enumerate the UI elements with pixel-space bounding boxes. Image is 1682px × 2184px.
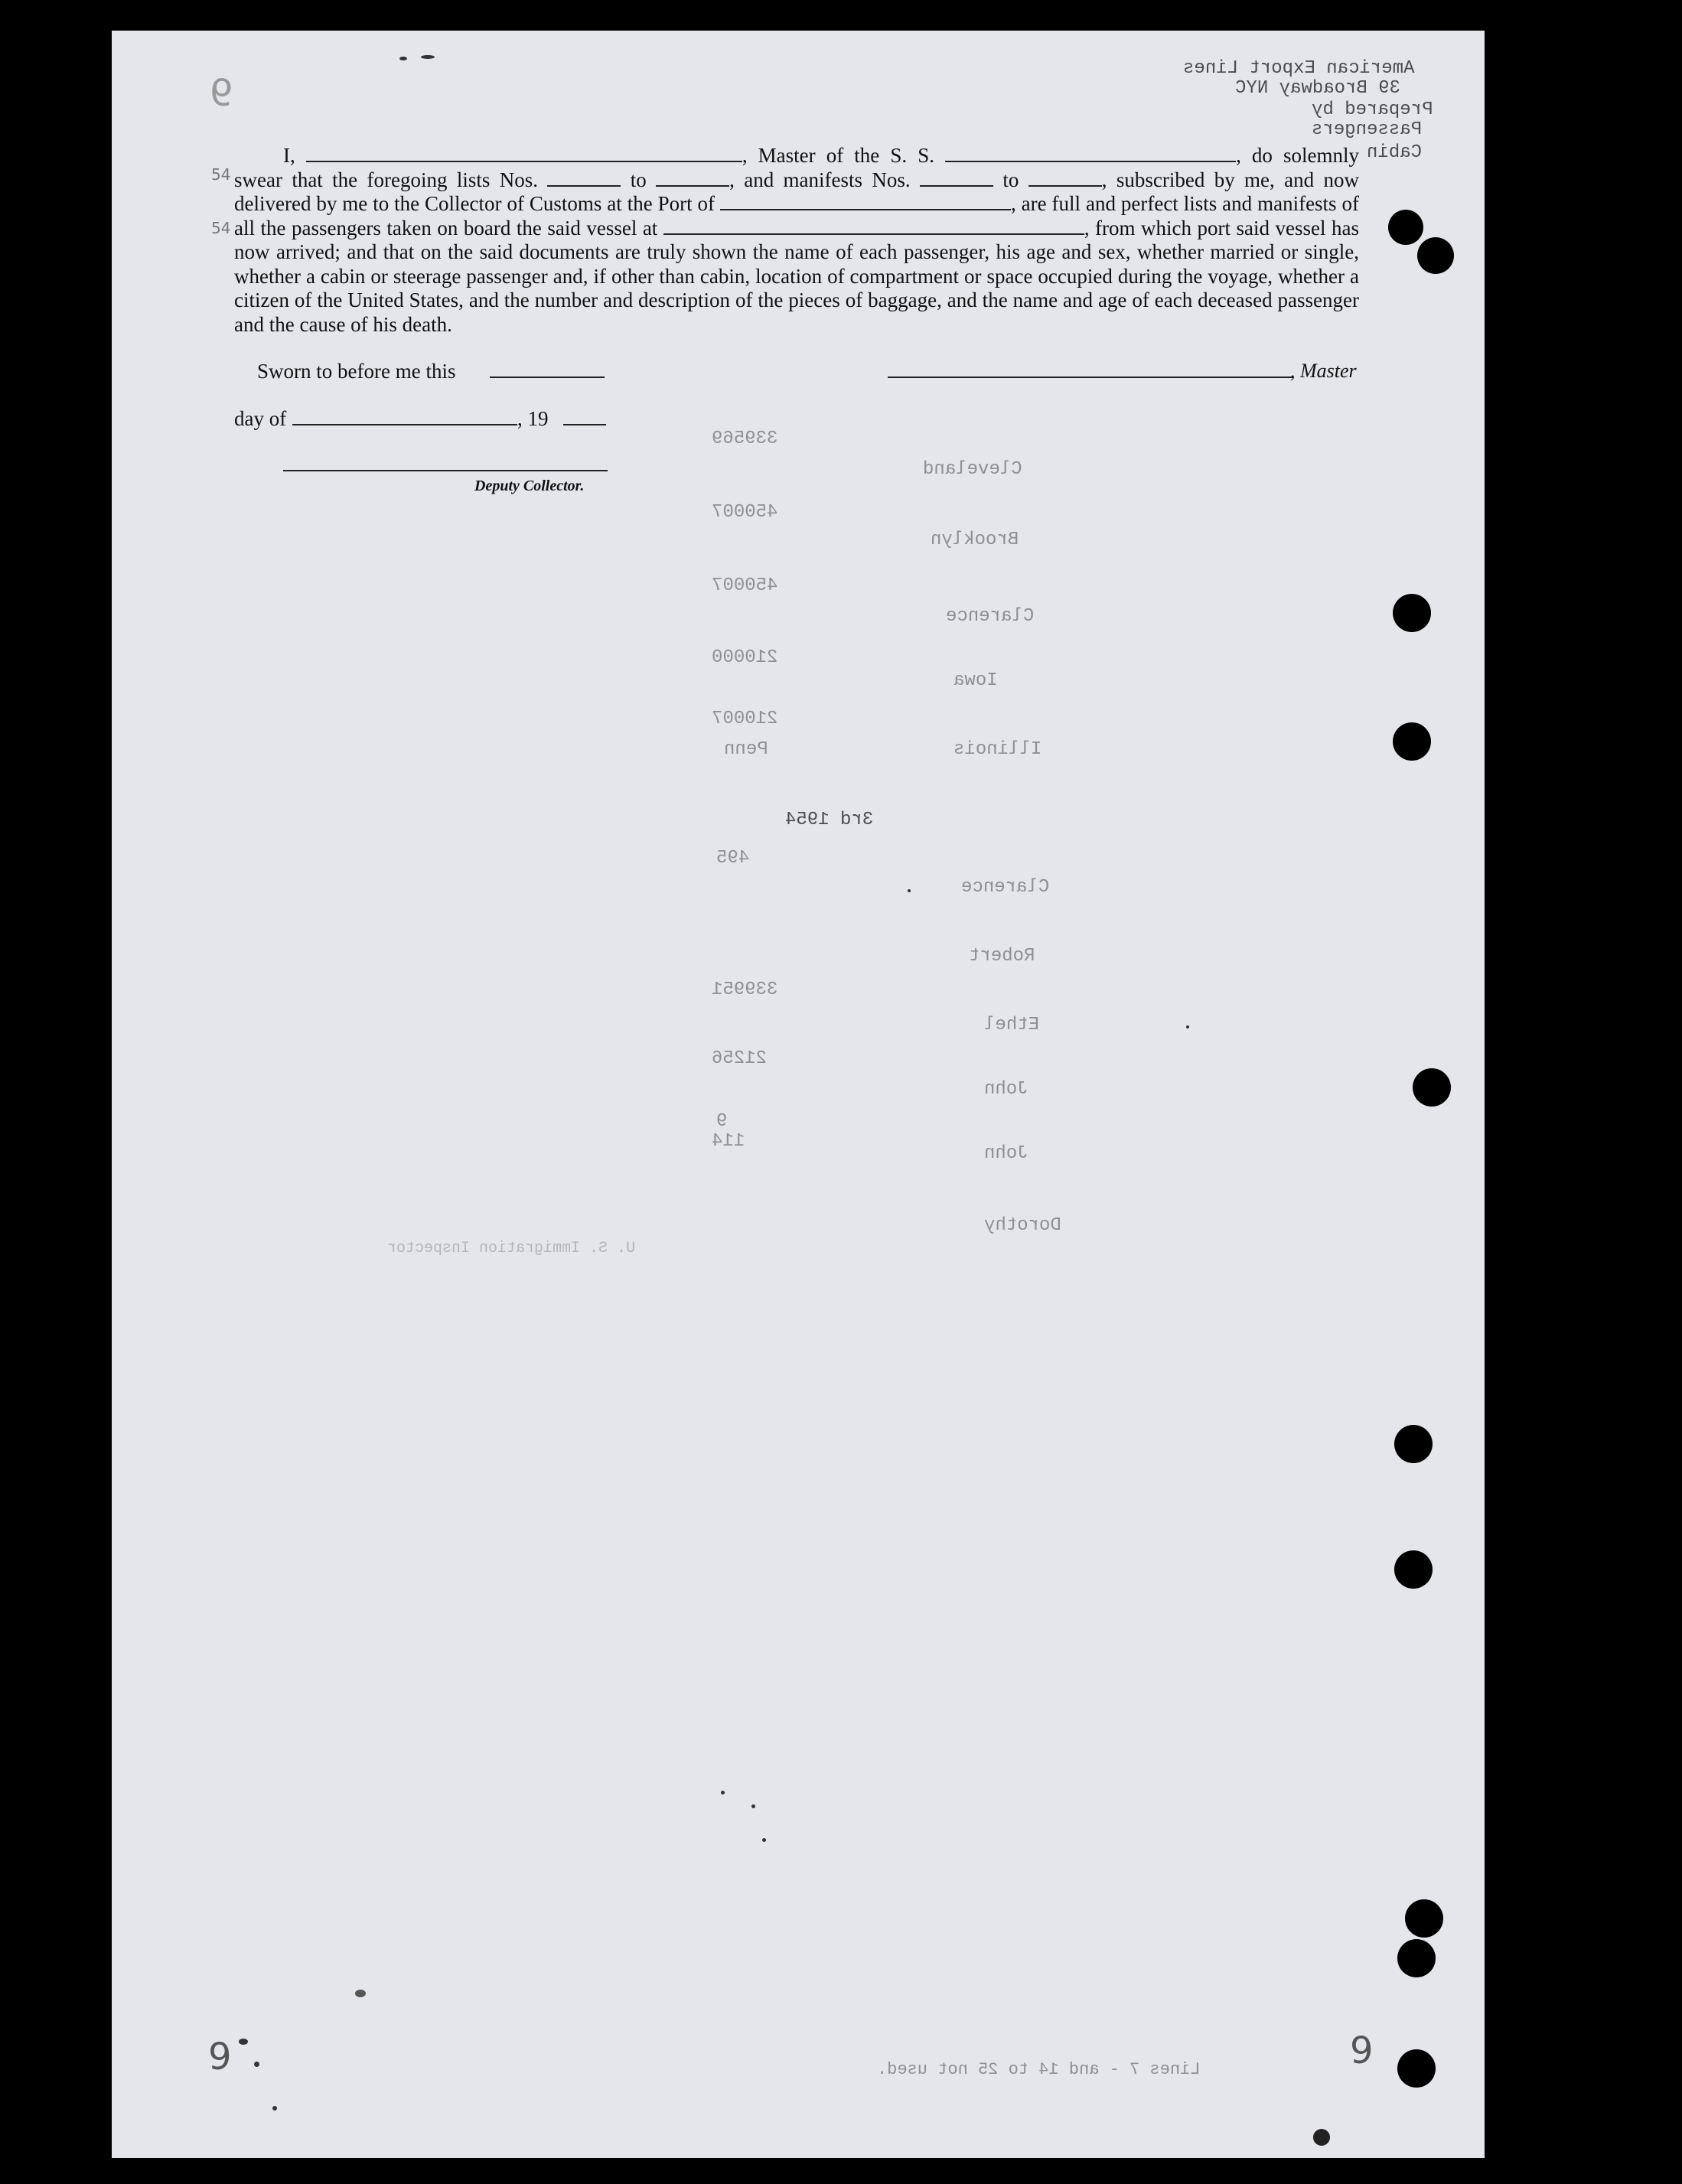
binder-hole: [1397, 2049, 1436, 2088]
bleed-number: 21256: [712, 1048, 768, 1069]
scan-speck: [272, 2106, 277, 2111]
bleed-header-line: American Export Lines: [1183, 58, 1415, 79]
bleed-number: 339951: [712, 980, 778, 1000]
binder-hole: [1388, 210, 1423, 245]
page-number-right: 9: [1350, 2029, 1374, 2072]
bleed-word: Cleveland: [923, 459, 1022, 480]
binder-hole: [1393, 594, 1431, 632]
bleed-number: 450007: [712, 575, 778, 596]
bleed-number: 450007: [712, 502, 778, 523]
scan-speck: [751, 1804, 755, 1808]
port-blank: [720, 194, 1011, 210]
master-name-blank: [306, 145, 742, 162]
deputy-collector-label: Deputy Collector.: [474, 478, 585, 494]
page-number-left: 9: [208, 2036, 232, 2078]
scan-speck: [239, 2039, 248, 2045]
scan-speck: [355, 1990, 366, 1997]
sworn-date-line: [490, 376, 605, 378]
bleed-footer: Lines 7 - and 14 to 25 not used.: [877, 2060, 1201, 2079]
bleed-word: Iowa: [953, 670, 998, 691]
year-label: , 19: [517, 407, 549, 430]
binder-hole: [1413, 1068, 1451, 1107]
sworn-label: Sworn to before me this: [257, 360, 456, 383]
margin-mark: 54: [211, 165, 231, 184]
binder-hole: [1397, 1939, 1436, 1977]
list-to-blank: [656, 170, 729, 187]
page-number-mirrored: 9: [210, 72, 233, 115]
year-line: [563, 424, 606, 425]
bleed-word: John: [984, 1143, 1028, 1164]
bleed-word: Clarence: [946, 606, 1035, 627]
bleed-header-line: 39 Broadway NYC: [1235, 78, 1401, 99]
bleed-stamp: U. S. Immigration Inspector: [387, 1240, 636, 1257]
bleed-number: 210007: [712, 709, 778, 729]
master-label: , Master: [1290, 360, 1357, 382]
bleed-word: Penn: [724, 739, 768, 760]
bleed-number: 9: [716, 1111, 728, 1132]
bleed-header-line: Passengers: [1312, 119, 1423, 140]
departure-port-blank: [663, 218, 1084, 235]
scan-speck: [254, 2062, 259, 2067]
manifest-from-blank: [920, 170, 993, 187]
bleed-word: Dorothy: [984, 1215, 1061, 1236]
bleed-number: 339569: [712, 429, 778, 449]
binder-hole: [1393, 722, 1431, 761]
bleed-number: 114: [712, 1131, 745, 1152]
scan-speck: [1313, 2129, 1330, 2146]
scan-speck: [399, 57, 407, 60]
scan-speck: [721, 1791, 725, 1794]
bleed-number: 210000: [712, 647, 778, 668]
deputy-signature-line: [283, 470, 608, 471]
bleed-word: John: [984, 1079, 1028, 1100]
bleed-header-line: Prepared by: [1312, 99, 1433, 120]
master-signature-line: [888, 376, 1293, 378]
scan-speck: [762, 1838, 766, 1842]
scan-speck: [421, 55, 435, 59]
bleed-word: Clarence: [961, 877, 1050, 898]
binder-hole: [1394, 1425, 1433, 1463]
day-of-line: [292, 424, 517, 425]
bleed-number: 495: [716, 848, 750, 869]
binder-hole: [1394, 1550, 1433, 1589]
ship-name-blank: [945, 145, 1236, 162]
bleed-word: Ethel: [984, 1015, 1040, 1035]
bleed-word: Robert: [969, 946, 1035, 967]
list-from-blank: [547, 170, 621, 187]
margin-mark: 54: [211, 219, 231, 237]
bleed-header-line: Cabin: [1367, 142, 1423, 163]
binder-hole: [1405, 1899, 1443, 1938]
master-oath-paragraph: I, , Master of the S. S. , do solemnly swear that the foregoing lists Nos. to , and manifests Nos. to , subscribed by me, and now delivered by me to the Collector of Customs at the Port of , are full and perfect lists and manifests of all the passengers taken on board the said vessel at , from which port said vessel has now arrived; and that on the said documents are truly shown the name of each passenger, his age and sex, whether married or single, whether a cabin or steerage passenger and, if other than cabin, location of compartment or space occupied during the voyage, whether a citizen of the United States, and the number and description of the pieces of baggage, and the name and age of each deceased passenger and the cause of his death.: [234, 144, 1359, 336]
bleed-word: Brooklyn: [931, 530, 1019, 550]
bleed-word: Illinois: [953, 739, 1042, 760]
binder-hole: [1417, 237, 1454, 274]
day-of-label: day of: [234, 407, 287, 430]
scan-speck: [908, 889, 911, 892]
bleed-section-date: 3rd 1954: [785, 810, 874, 830]
manifest-to-blank: [1028, 170, 1102, 187]
scan-speck: [1186, 1025, 1189, 1028]
manifest-page: [112, 31, 1485, 2158]
